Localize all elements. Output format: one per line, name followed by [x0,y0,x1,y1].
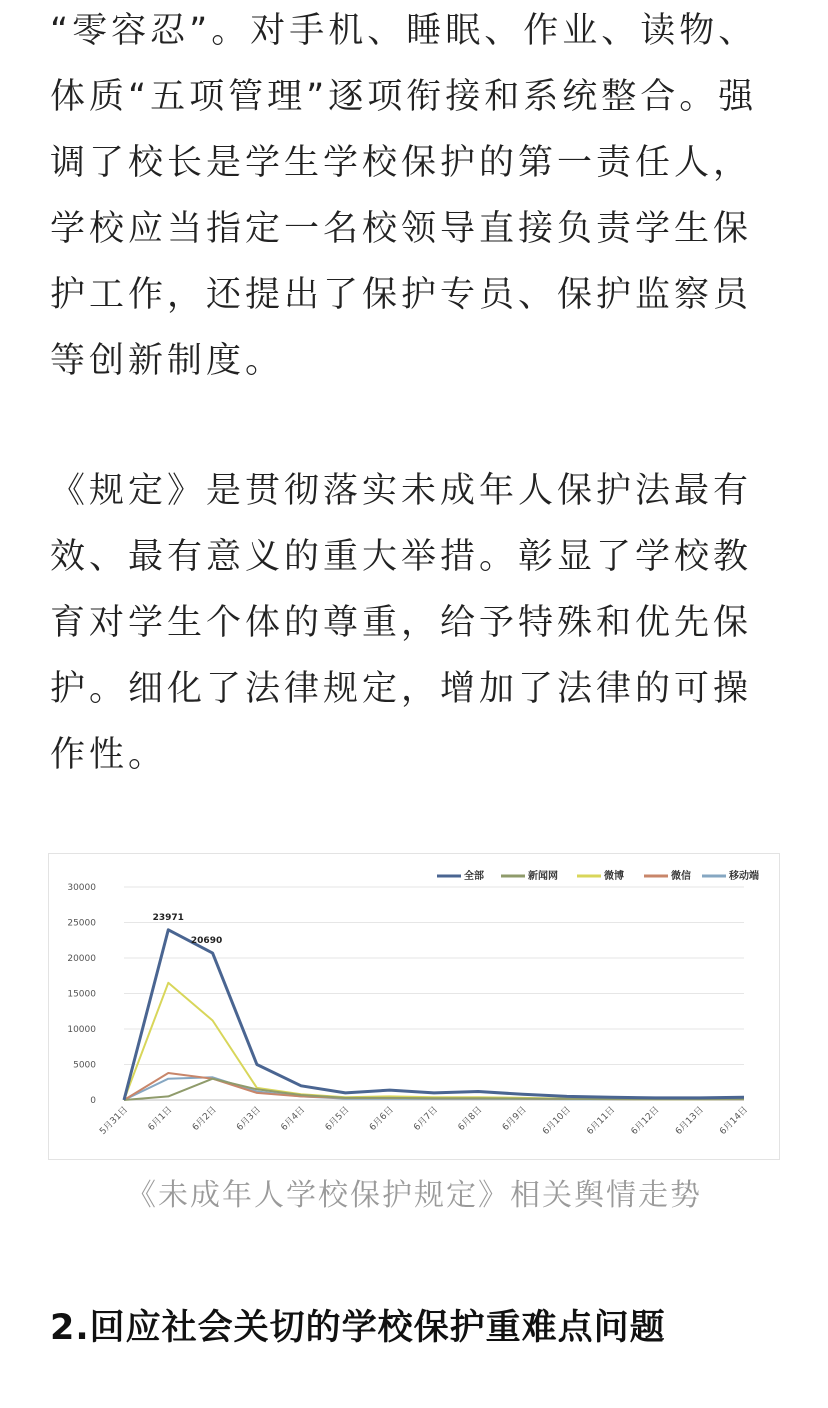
x-tick-label: 6月13日 [673,1105,706,1138]
x-tick-label: 6月9日 [500,1105,529,1133]
text-line: 作性。 [50,735,168,775]
x-tick-label: 6月12日 [629,1105,662,1138]
text-line: 等创新制度。 [50,341,285,381]
section-heading: 2.回应社会关切的学校保护重难点问题 [50,1308,666,1348]
y-tick-label: 25000 [67,918,96,929]
text-line: 《规定》是贯彻落实未成年人保护法最有 [50,471,753,511]
series-line [124,1073,744,1100]
x-tick-label: 6月10日 [541,1105,573,1138]
text-line: 效、最有意义的重大举措。彰显了学校教 [50,537,753,577]
legend-label: 微信 [671,871,691,882]
legend-label: 微博 [604,871,624,882]
chart-caption: 《未成年人学校保护规定》相关舆情走势 [126,1178,702,1213]
series-line [124,983,744,1100]
x-tick-label: 6月4日 [279,1105,308,1133]
text-line: 学校应当指定一名校领导直接负责学生保 [50,209,753,249]
x-tick-label: 6月5日 [323,1105,352,1133]
text-line: 护。细化了法律规定，增加了法律的可操 [50,669,753,709]
trend-chart-image [48,853,780,1160]
legend-label: 全部 [464,871,484,882]
text-line: 育对学生个体的尊重，给予特殊和优先保 [50,603,753,643]
y-tick-label: 0 [90,1096,96,1106]
x-tick-label: 6月1日 [146,1105,175,1133]
body-paragraph-2 [50,458,782,788]
text-line: “零容忍”。对手机、睡眠、作业、读物、 [50,11,758,51]
x-tick-label: 6月2日 [190,1105,219,1133]
data-label: 23971 [152,912,184,923]
y-tick-label: 20000 [67,954,96,964]
y-tick-label: 10000 [67,1025,96,1035]
trend-line-chart [49,854,779,1159]
text-line: 体质“五项管理”逐项衔接和系统整合。强 [50,77,758,117]
x-tick-label: 6月7日 [412,1105,441,1133]
data-label: 20690 [190,936,223,947]
x-tick-label: 6月11日 [585,1105,618,1138]
x-tick-label: 6月14日 [718,1105,751,1138]
text-line: 护工作，还提出了保护专员、保护监察员 [50,275,753,315]
x-tick-label: 6月6日 [367,1105,396,1133]
body-paragraph-1 [50,0,782,394]
legend-label: 移动端 [729,871,759,882]
y-tick-label: 30000 [67,883,96,893]
text-line: 调了校长是学生学校保护的第一责任人， [50,143,753,183]
x-tick-label: 5月31日 [98,1105,131,1138]
series-line [124,930,744,1100]
legend-label: 新闻网 [528,871,558,882]
x-tick-label: 6月3日 [235,1105,263,1133]
x-tick-label: 6月8日 [456,1105,485,1133]
y-tick-label: 5000 [73,1060,96,1071]
y-tick-label: 15000 [67,989,96,1000]
